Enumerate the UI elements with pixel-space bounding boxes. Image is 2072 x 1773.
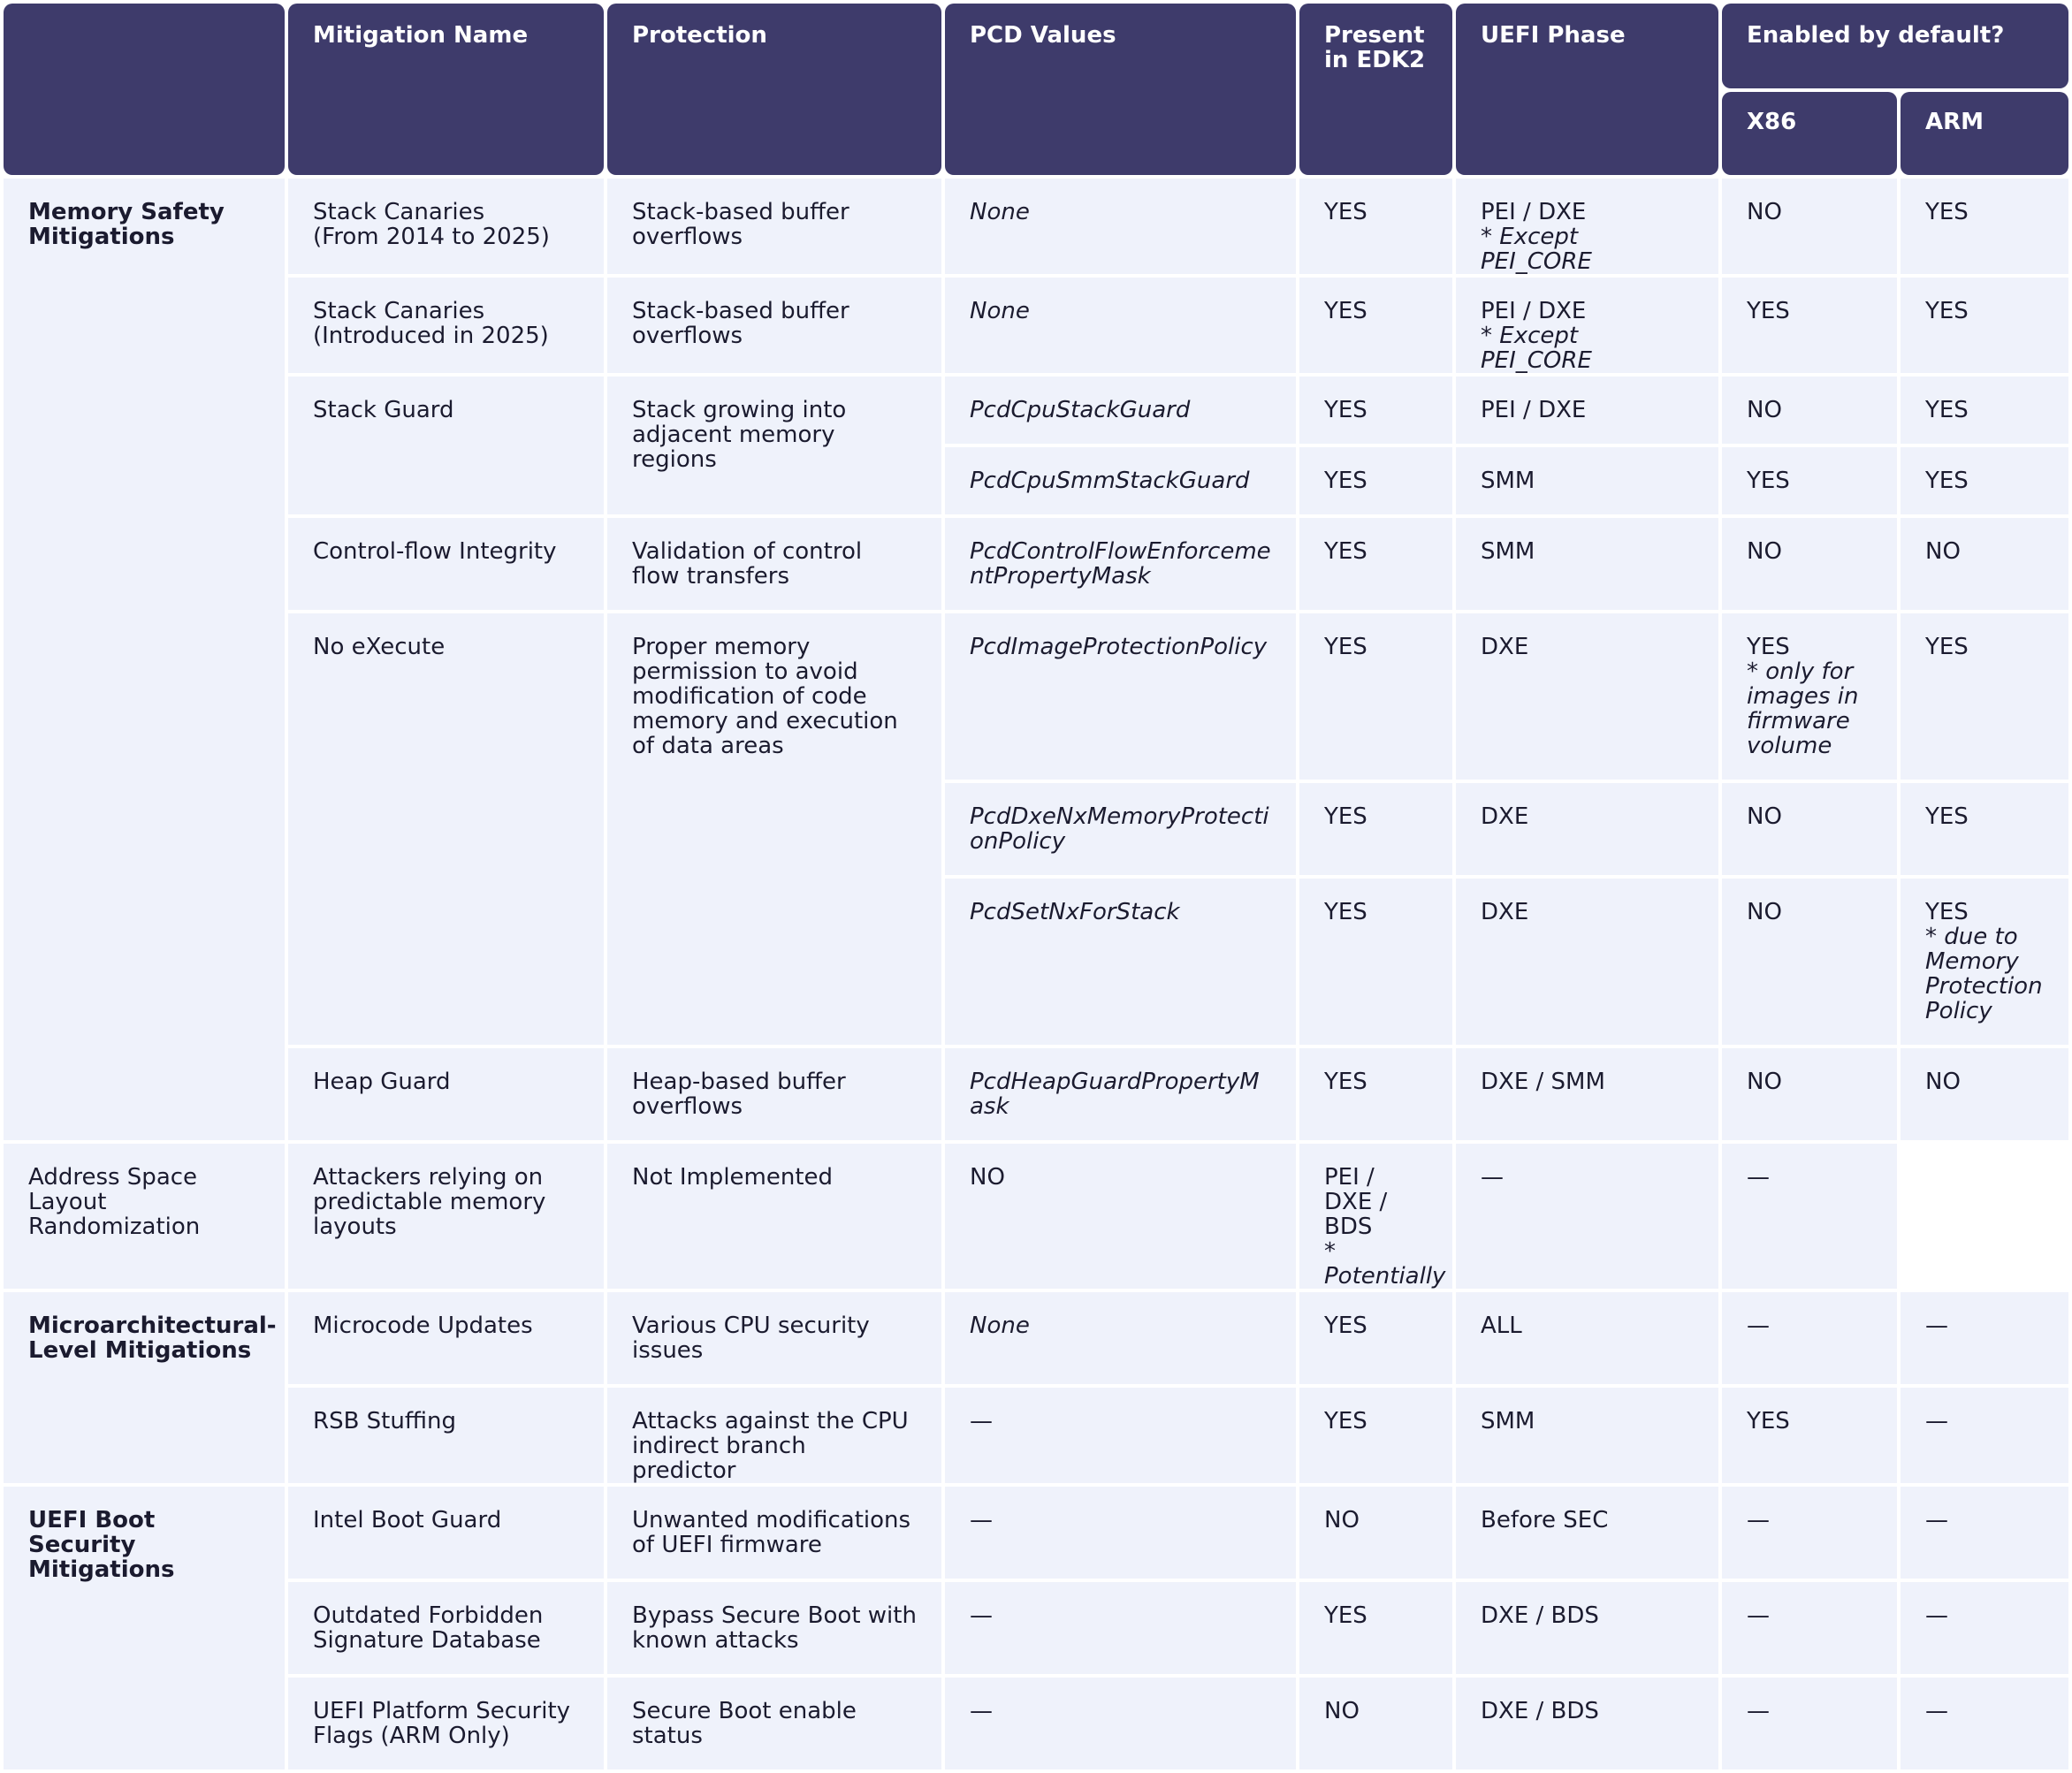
pcd-value: None: [945, 1292, 1296, 1384]
table-row: [4, 1582, 2068, 1674]
table-row: [4, 1144, 2068, 1289]
pcd-value: —: [945, 1582, 1296, 1674]
header-x86: X86: [1722, 92, 1897, 175]
present-in-edk2: YES: [1299, 1582, 1452, 1674]
uefi-phase: DXE: [1456, 879, 1718, 1045]
header-row: [4, 4, 2068, 88]
uefi-phase: DXE / SMM: [1456, 1048, 1718, 1140]
x86-enabled: NO: [1722, 1048, 1897, 1140]
x86-enabled: —: [1722, 1678, 1897, 1769]
protection: Stack-based buffer overflows: [607, 278, 941, 373]
protection: Validation of control flow transfers: [607, 518, 941, 610]
present-in-edk2: YES: [1299, 179, 1452, 274]
pcd-value: —: [945, 1388, 1296, 1483]
arm-enabled: —: [1901, 1582, 2068, 1674]
table-row: [4, 1487, 2068, 1579]
protection: Proper memory permission to avoid modification of code memory and execution of data areas: [607, 613, 941, 1045]
mitigation-name: Intel Boot Guard: [288, 1487, 604, 1579]
mitigation-name: Stack Guard: [288, 377, 604, 514]
protection: Various CPU security issues: [607, 1292, 941, 1384]
pcd-value: PcdSetNxForStack: [945, 879, 1296, 1045]
x86-enabled: NO: [1722, 377, 1897, 444]
uefi-phase: ALL: [1456, 1292, 1718, 1384]
x86-enabled: —: [1722, 1487, 1897, 1579]
pcd-value: —: [945, 1487, 1296, 1579]
x86-enabled: YES: [1722, 447, 1897, 514]
present-in-edk2: YES: [1299, 278, 1452, 373]
protection: Attacks against the CPU indirect branch predictor: [607, 1388, 941, 1483]
pcd-value: PcdImageProtectionPolicy: [945, 613, 1296, 780]
x86-enabled: YES * only for images in firmware volume: [1722, 613, 1897, 780]
mitigation-name: Heap Guard: [288, 1048, 604, 1140]
mitigation-name: UEFI Platform Security Flags (ARM Only): [288, 1678, 604, 1769]
arm-enabled: YES: [1901, 377, 2068, 444]
x86-enabled: NO: [1722, 783, 1897, 875]
table-row: [4, 179, 2068, 274]
category-uefi-boot-security: UEFI Boot Security Mitigations: [4, 1487, 285, 1769]
pcd-value: PcdHeapGuardPropertyM ask: [945, 1048, 1296, 1140]
table-row: [4, 1678, 2068, 1769]
arm-enabled: —: [1901, 1388, 2068, 1483]
protection: Unwanted modifications of UEFI firmware: [607, 1487, 941, 1579]
arm-enabled: YES * due to Memory Protection Policy: [1901, 879, 2068, 1045]
pcd-value: PcdDxeNxMemoryProtecti onPolicy: [945, 783, 1296, 875]
table-row: [4, 278, 2068, 373]
pcd-value: PcdCpuSmmStackGuard: [945, 447, 1296, 514]
table-row: [4, 1388, 2068, 1483]
header-category-blank: [4, 4, 285, 175]
arm-enabled: YES: [1901, 179, 2068, 274]
uefi-phase: Before SEC: [1456, 1487, 1718, 1579]
table-row: [4, 377, 2068, 444]
present-in-edk2: YES: [1299, 783, 1452, 875]
uefi-phase: DXE: [1456, 613, 1718, 780]
uefi-phase: DXE / BDS: [1456, 1678, 1718, 1769]
table-row: [4, 518, 2068, 610]
header-present-in-edk2: Present in EDK2: [1299, 4, 1452, 175]
header-arm: ARM: [1901, 92, 2068, 175]
mitigation-name: Address Space Layout Randomization: [4, 1144, 285, 1289]
mitigation-name: RSB Stuffing: [288, 1388, 604, 1483]
pcd-value: None: [945, 278, 1296, 373]
header-pcd-values: PCD Values: [945, 4, 1296, 175]
present-in-edk2: YES: [1299, 1292, 1452, 1384]
x86-enabled: —: [1722, 1292, 1897, 1384]
category-microarchitectural: Microarchitectural- Level Mitigations: [4, 1292, 285, 1483]
arm-enabled: NO: [1901, 1048, 2068, 1140]
uefi-phase: SMM: [1456, 447, 1718, 514]
arm-enabled: YES: [1901, 783, 2068, 875]
header-protection: Protection: [607, 4, 941, 175]
pcd-value: None: [945, 179, 1296, 274]
pcd-value: PcdCpuStackGuard: [945, 377, 1296, 444]
x86-enabled: NO: [1722, 879, 1897, 1045]
table-row: [4, 1048, 2068, 1140]
arm-enabled: YES: [1901, 278, 2068, 373]
table-row: [4, 613, 2068, 780]
mitigation-name: Stack Canaries (From 2014 to 2025): [288, 179, 604, 274]
present-in-edk2: NO: [945, 1144, 1296, 1289]
protection: Attackers relying on predictable memory layouts: [288, 1144, 604, 1289]
x86-enabled: YES: [1722, 1388, 1897, 1483]
uefi-phase: PEI / DXE / BDS * Potentially: [1299, 1144, 1452, 1289]
x86-enabled: —: [1456, 1144, 1718, 1289]
x86-enabled: YES: [1722, 278, 1897, 373]
header-mitigation-name: Mitigation Name: [288, 4, 604, 175]
protection: Heap-based buffer overflows: [607, 1048, 941, 1140]
arm-enabled: —: [1901, 1487, 2068, 1579]
uefi-phase: PEI / DXE: [1456, 377, 1718, 444]
present-in-edk2: NO: [1299, 1487, 1452, 1579]
present-in-edk2: YES: [1299, 879, 1452, 1045]
mitigation-name: Control-flow Integrity: [288, 518, 604, 610]
mitigation-name: Stack Canaries (Introduced in 2025): [288, 278, 604, 373]
arm-enabled: —: [1901, 1678, 2068, 1769]
mitigation-name: Outdated Forbidden Signature Database: [288, 1582, 604, 1674]
mitigation-name: Microcode Updates: [288, 1292, 604, 1384]
uefi-phase: SMM: [1456, 518, 1718, 610]
uefi-phase: PEI / DXE * Except PEI_CORE: [1456, 278, 1718, 373]
mitigation-name: No eXecute: [288, 613, 604, 1045]
present-in-edk2: YES: [1299, 377, 1452, 444]
uefi-phase: PEI / DXE * Except PEI_CORE: [1456, 179, 1718, 274]
x86-enabled: NO: [1722, 518, 1897, 610]
present-in-edk2: YES: [1299, 1048, 1452, 1140]
protection: Stack-based buffer overflows: [607, 179, 941, 274]
arm-enabled: NO: [1901, 518, 2068, 610]
present-in-edk2: YES: [1299, 518, 1452, 610]
protection: Secure Boot enable status: [607, 1678, 941, 1769]
present-in-edk2: NO: [1299, 1678, 1452, 1769]
x86-enabled: —: [1722, 1582, 1897, 1674]
pcd-value: PcdControlFlowEnforceme ntPropertyMask: [945, 518, 1296, 610]
protection: Stack growing into adjacent memory regions: [607, 377, 941, 514]
arm-enabled: —: [1901, 1292, 2068, 1384]
category-memory-safety: Memory Safety Mitigations: [4, 179, 285, 1140]
arm-enabled: YES: [1901, 613, 2068, 780]
pcd-value: —: [945, 1678, 1296, 1769]
arm-enabled: —: [1722, 1144, 1897, 1289]
pcd-value: Not Implemented: [607, 1144, 941, 1289]
uefi-phase: SMM: [1456, 1388, 1718, 1483]
uefi-phase: DXE: [1456, 783, 1718, 875]
present-in-edk2: YES: [1299, 447, 1452, 514]
arm-enabled: YES: [1901, 447, 2068, 514]
present-in-edk2: YES: [1299, 1388, 1452, 1483]
uefi-phase: DXE / BDS: [1456, 1582, 1718, 1674]
x86-enabled: NO: [1722, 179, 1897, 274]
present-in-edk2: YES: [1299, 613, 1452, 780]
header-enabled-by-default: Enabled by default?: [1722, 4, 2068, 88]
header-uefi-phase: UEFI Phase: [1456, 4, 1718, 175]
protection: Bypass Secure Boot with known attacks: [607, 1582, 941, 1674]
table-row: [4, 1292, 2068, 1384]
